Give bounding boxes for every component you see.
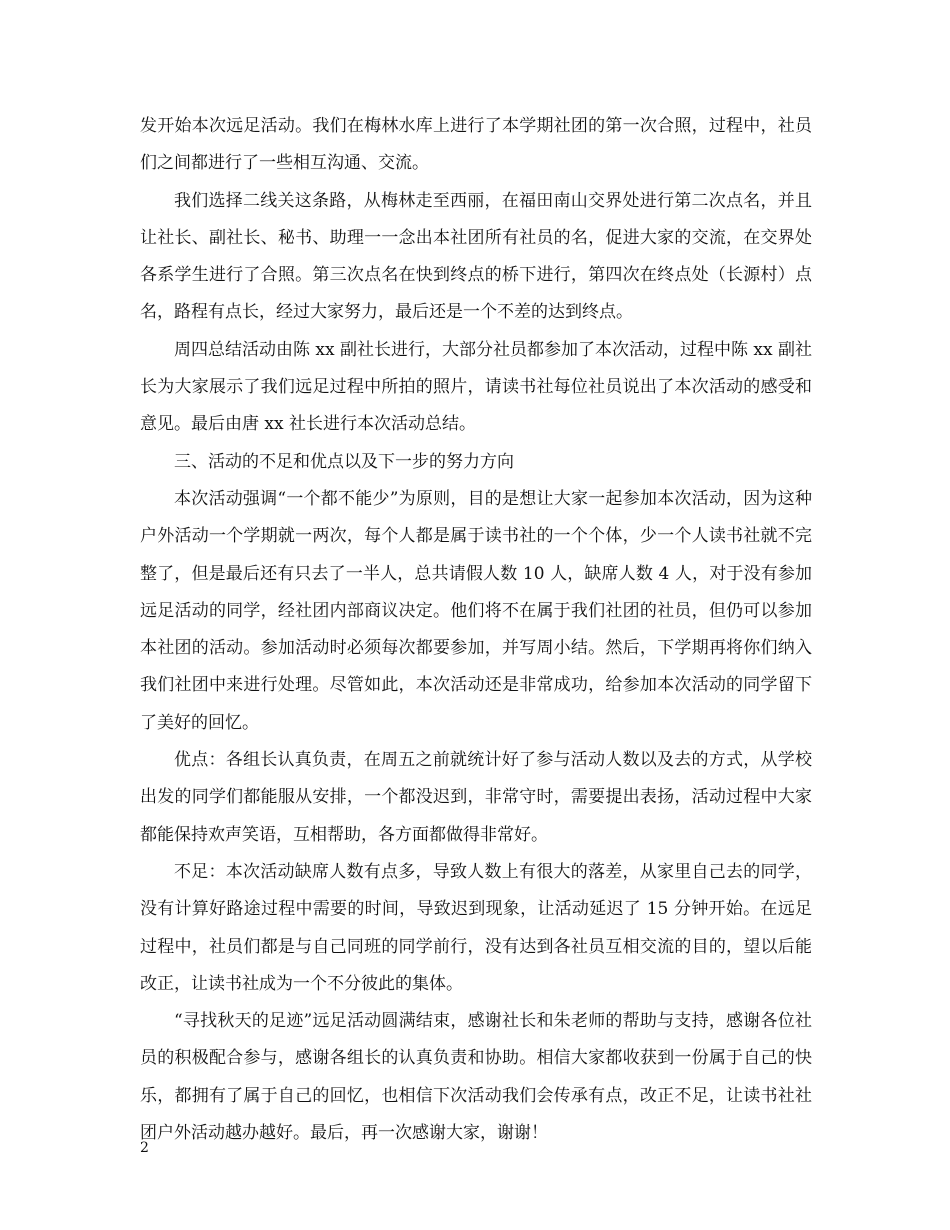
paragraph-weaknesses: 不足：本次活动缺席人数有点多，导致人数上有很大的落差，从家里自己去的同学，没有计算好路途过程中需要的时间，导致迟到现象，让活动延迟了 15 分钟开始。在远足过程中，社员们都是与自己同班的同学前行，没有达到各社员互相交流的目的，望以后能改正，让读书社成为一个不分彼此的集体。 xyxy=(140,861,812,994)
paragraph-principle: 本次活动强调“一个都不能少”为原则，目的是想让大家一起参加本次活动，因为这种户外活动一个学期就一两次，每个人都是属于读书社的一个个体，少一个人读书社就不完整了，但是最后还有只去了一半人，总共请假人数 10 人，缺席人数 4 人，对于没有参加远足活动的同学，经社团内部商议决定。他们将不在属于我们社团的社员，但仍可以参加本社团的活动。参加活动时必须每次都要参加，并写周小结。然后，下学期再将你们纳入我们社团中来进行处理。尽管如此，本次活动还是非常成功，给参加本次活动的同学留下了美好的回忆。 xyxy=(140,488,812,733)
paragraph-summary-meeting: 周四总结活动由陈 xx 副社长进行，大部分社员都参加了本次活动，过程中陈 xx 副社长为大家展示了我们远足过程中所拍的照片，请读书社每位社员说出了本次活动的感受和意见。最后由唐 xx 社长进行本次活动总结。 xyxy=(140,339,812,435)
paragraph-continuation: 发开始本次远足活动。我们在梅林水库上进行了本学期社团的第一次合照，过程中，社员们之间都进行了一些相互沟通、交流。 xyxy=(140,116,812,174)
section-heading: 三、活动的不足和优点以及下一步的努力方向 xyxy=(174,451,514,472)
paragraph-route: 我们选择二线关这条路，从梅林走至西丽，在福田南山交界处进行第二次点名，并且让社长、副社长、秘书、助理一一念出本社团所有社员的名，促进大家的交流，在交界处各系学生进行了合照。第三次点名在快到终点的桥下进行，第四次在终点处（长源村）点名，路程有点长，经过大家努力，最后还是一个不差的达到终点。 xyxy=(140,190,812,323)
paragraph-strengths: 优点：各组长认真负责，在周五之前就统计好了参与活动人数以及去的方式，从学校出发的同学们都能服从安排，一个都没迟到，非常守时，需要提出表扬，活动过程中大家都能保持欢声笑语，互相帮助，各方面都做得非常好。 xyxy=(140,750,812,845)
paragraph-conclusion: “寻找秋天的足迹”远足活动圆满结束，感谢社长和朱老师的帮助与支持，感谢各位社员的积极配合参与，感谢各组长的认真负责和协助。相信大家都收获到一份属于自己的快乐，都拥有了属于自己的回忆，也相信下次活动我们会传承有点，改正不足，让读书社社团户外活动越办越好。最后，再一次感谢大家，谢谢！ xyxy=(140,1011,812,1144)
document-body xyxy=(140,108,812,1152)
page-number: 2 xyxy=(140,1140,149,1156)
